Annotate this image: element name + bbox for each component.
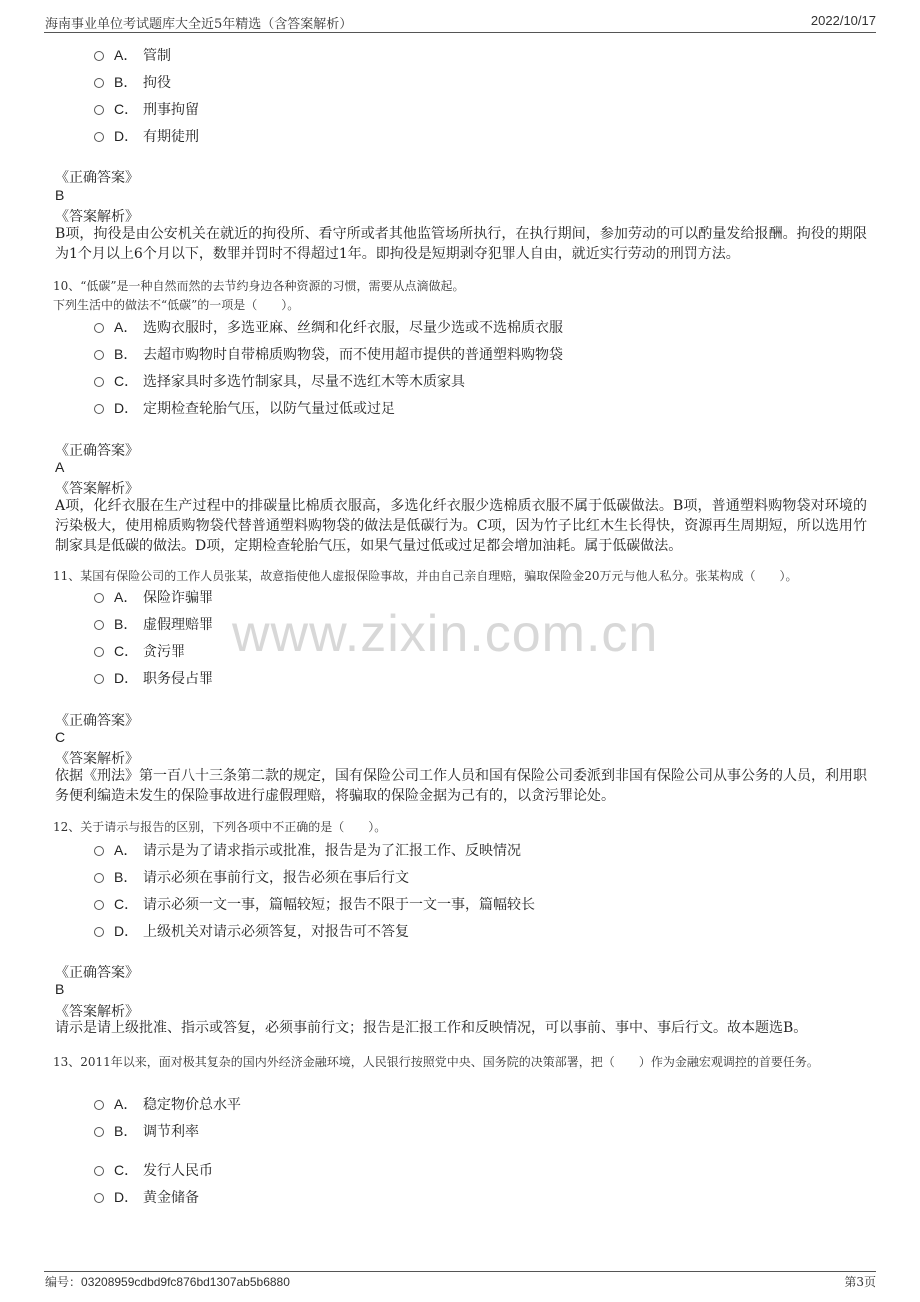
q10-analysis-heading: 《答案解析》 <box>55 481 139 497</box>
q10-stem-line2: 下列生活中的做法不“低碳”的一项是（ ）。 <box>53 298 300 312</box>
q9-analysis: B项，拘役是由公安机关在就近的拘役所、看守所或者其他监管场所执行，在执行期间，参加劳动的可以酌量发给报酬。拘役的期限为1个月以上6个月以下，数罪并罚时不得超过1年。即拘役是短期剥夺犯罪人自由，就近实行劳动的刑罚方法。 <box>55 226 867 262</box>
radio-button-icon[interactable] <box>94 593 104 603</box>
radio-button-icon[interactable] <box>94 132 104 142</box>
q12-analysis: 请示是请上级批准、指示或答复，必须事前行文；报告是汇报工作和反映情况，可以事前、事中、事后行文。故本题选B。 <box>55 1020 808 1036</box>
q12-correct-answer: B <box>55 981 65 997</box>
q10-correct-answer: A <box>55 459 65 475</box>
page-footer <box>0 1265 920 1302</box>
radio-button-icon[interactable] <box>94 323 104 333</box>
radio-button-icon[interactable] <box>94 404 104 414</box>
q11-analysis-heading: 《答案解析》 <box>55 751 139 767</box>
q12-correct-answer-heading: 《正确答案》 <box>55 965 139 981</box>
q11-stem: 11、某国有保险公司的工作人员张某，故意指使他人虚报保险事故，并由自己亲自理赔，骗取保险金20万元与他人私分。张某构成（ ）。 <box>53 569 798 583</box>
q11-correct-answer-heading: 《正确答案》 <box>55 713 139 729</box>
footer-divider <box>44 1271 876 1272</box>
radio-button-icon[interactable] <box>94 846 104 856</box>
document-code <box>45 1273 290 1290</box>
radio-button-icon[interactable] <box>94 1166 104 1176</box>
q9-correct-answer: B <box>55 187 65 203</box>
radio-button-icon[interactable] <box>94 873 104 883</box>
q9-analysis-heading: 《答案解析》 <box>55 209 139 225</box>
q10-stem: 10、“低碳”是一种自然而然的去节约身边各种资源的习惯，需要从点滴做起。 <box>53 279 465 293</box>
radio-button-icon[interactable] <box>94 900 104 910</box>
q11-correct-answer: C <box>55 729 66 745</box>
radio-button-icon[interactable] <box>94 350 104 360</box>
radio-button-icon[interactable] <box>94 927 104 937</box>
document-title: 海南事业单位考试题库大全近5年精选（含答案解析） <box>45 17 353 32</box>
radio-button-icon[interactable] <box>94 1100 104 1110</box>
watermark: www.zixin.com.cn <box>232 605 659 663</box>
q13-stem: 13、2011年以来，面对极其复杂的国内外经济金融环境，人民银行按照党中央、国务院的决策部署，把（ ）作为金融宏观调控的首要任务。 <box>53 1055 819 1069</box>
q12-analysis-heading: 《答案解析》 <box>55 1004 139 1020</box>
page-header <box>0 0 920 34</box>
radio-button-icon[interactable] <box>94 1193 104 1203</box>
q9-correct-answer-heading: 《正确答案》 <box>55 170 139 186</box>
radio-button-icon[interactable] <box>94 647 104 657</box>
document-date: 2022/10/17 <box>810 13 876 28</box>
page-number: 第3页 <box>844 1275 876 1289</box>
radio-button-icon[interactable] <box>94 674 104 684</box>
radio-button-icon[interactable] <box>94 105 104 115</box>
radio-button-icon[interactable] <box>94 51 104 61</box>
q11-analysis: 依据《刑法》第一百八十三条第二款的规定，国有保险公司工作人员和国有保险公司委派到非国有保险公司从事公务的人员，利用职务便利编造未发生的保险事故进行虚假理赔，将骗取的保险金据为己有的，以贪污罪论处。 <box>55 768 867 804</box>
document-code-value: 03208959cdbd9fc876bd1307ab5b6880 <box>81 1275 290 1289</box>
radio-button-icon[interactable] <box>94 78 104 88</box>
q10-analysis: A项，化纤衣服在生产过程中的排碳量比棉质衣服高，多选化纤衣服少选棉质衣服不属于低碳做法。B项，普通塑料购物袋对环境的污染极大，使用棉质购物袋代替普通塑料购物袋的做法是低碳行为。C项，因为竹子比红木生长得快，资源再生周期短，所以选用竹制家具是低碳的做法。D项，定期检查轮胎气压，如果气量过低或过足都会增加油耗。属于低碳做法。 <box>55 498 867 554</box>
q10-correct-answer-heading: 《正确答案》 <box>55 443 139 459</box>
document-code-label: 编号： <box>45 1275 82 1289</box>
radio-button-icon[interactable] <box>94 620 104 630</box>
q12-stem: 12、关于请示与报告的区别，下列各项中不正确的是（ ）。 <box>53 820 387 834</box>
radio-button-icon[interactable] <box>94 377 104 387</box>
radio-button-icon[interactable] <box>94 1127 104 1137</box>
header-divider <box>44 32 876 33</box>
